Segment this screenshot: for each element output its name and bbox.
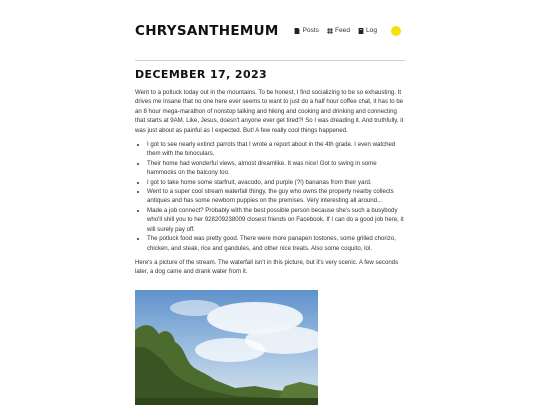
nav-feed-link[interactable]: [327, 23, 350, 39]
hash-icon: [327, 28, 333, 34]
site-header: [135, 22, 405, 40]
list-item: • Made a job connect? Probably with the best possible person because she's such a busybody who'll shill you to her 928209238009 closest friends on Facebook. If I can do a good job here, it will surely pay off.: [147, 206, 407, 234]
list-item: • I got to take home some starfruit, avacodo, and purple (?!) bananas from their yard.: [147, 178, 407, 187]
post-title: DECEMBER 17, 2023: [135, 68, 268, 81]
theme-toggle-button[interactable]: [391, 26, 401, 36]
book-icon: [358, 28, 364, 34]
list-item: • The potluck food was pretty good. There were more panapen tostones, some grilled chorizo, chicken, and steak, rice and gandules, and other nice treats. Also some coquito, lol.: [147, 234, 407, 253]
post-intro: Went to a potluck today out in the mountains. To be honest, I find socializing to be so exhausting. It drives me insane that no one here ever seems to want to just do a half hour coffee chat, it has to be an 8 hour mega-marathon of nonstop talking and hiking and cooking and drinking and connecting that starts at 9AM. Like, Jesus, doesn't anyone ever get tired?! So I was dreading it. And truthfully, it was just about as painful as I expected. But! A few really cool things happened.: [135, 89, 404, 134]
list-item: • Their home had wonderful views, almost dreamlike. It was nice! Got to swing in some hammocks on the balcony too.: [147, 159, 407, 178]
post-bullet-list: [135, 140, 407, 253]
header-divider: [135, 60, 405, 61]
stream-photo: [135, 290, 318, 405]
nav-feed-label: Feed: [334, 27, 350, 34]
nav-log-label: Log: [365, 27, 377, 34]
stream-photo-image: [135, 290, 318, 405]
posts-icon: [294, 28, 300, 34]
list-item: • Went to a super cool stream waterfall thingy, the guy who owns the property nearby collects antiques and has some newborn puppies on the premises. Very interesting all around...: [147, 187, 407, 206]
nav-posts-link[interactable]: [294, 23, 319, 39]
nav-log-link[interactable]: [358, 23, 377, 39]
post-body: [135, 88, 407, 282]
list-item: • I got to see nearly extinct parrots that I wrote a report about in the 4th grade. I even watched them with the binoculars.: [147, 140, 407, 159]
post-outro: Here's a picture of the stream. The waterfall isn't in this picture, but it's very scenic. A few seconds later, a dog came and drank water from it.: [135, 258, 399, 276]
main-nav: [286, 23, 401, 39]
site-logo[interactable]: CHRYSANTHEMUM: [135, 23, 279, 39]
nav-posts-label: Posts: [302, 27, 319, 34]
